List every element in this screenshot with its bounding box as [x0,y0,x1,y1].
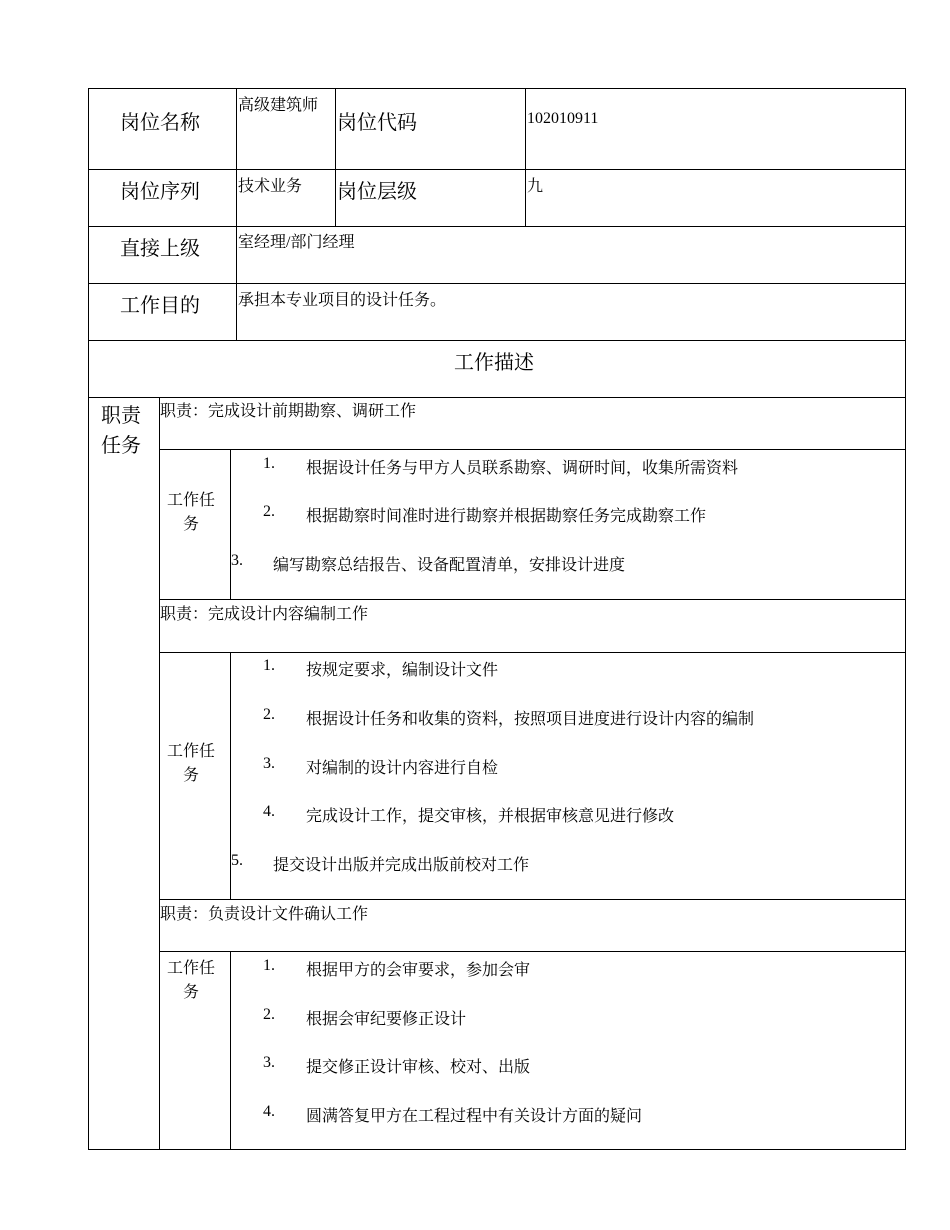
task-number: 2. [263,503,275,520]
purpose-value: 承担本专业项目的设计任务。 [238,292,447,309]
task-number: 3. [263,755,275,772]
row-divider [159,599,906,600]
superior-value: 室经理/部门经理 [238,234,355,251]
task-number: 2. [263,706,275,723]
post-series-label: 岗位序列 [120,181,200,203]
task-label: 工作任务 [166,960,215,1001]
duty-title: 职责：完成设计前期勘察、调研工作 [160,403,417,420]
task-item: 根据勘察时间准时进行勘察并根据勘察任务完成勘察工作 [306,508,707,525]
column-divider [335,88,336,226]
task-item: 根据甲方的会审要求，参加会审 [306,962,531,979]
task-item: 编写勘察总结报告、设备配置清单，安排设计进度 [273,557,626,574]
column-divider [230,951,231,1150]
task-number: 1. [263,455,275,472]
post-code-value: 102010911 [527,110,599,127]
task-number: 2. [263,1006,275,1023]
row-divider [159,951,906,952]
task-number: 3. [231,552,243,569]
post-name-label: 岗位名称 [120,112,200,134]
row-divider [88,397,906,398]
description-title: 工作描述 [454,352,534,374]
task-item: 对编制的设计内容进行自检 [306,760,499,777]
task-item: 完成设计工作，提交审核，并根据审核意见进行修改 [306,808,675,825]
task-label: 工作任务 [166,743,215,784]
duty-title: 职责：完成设计内容编制工作 [160,606,369,623]
post-level-label: 岗位层级 [337,181,417,203]
task-item: 根据设计任务与甲方人员联系勘察、调研时间，收集所需资料 [306,460,739,477]
task-number: 1. [263,957,275,974]
duty-title: 职责：负责设计文件确认工作 [160,906,369,923]
task-number: 4. [263,1103,275,1120]
column-divider [525,88,526,226]
task-item: 按规定要求，编制设计文件 [306,662,499,679]
row-divider [159,899,906,900]
task-number: 4. [263,803,275,820]
superior-label: 直接上级 [120,238,200,260]
column-divider [230,449,231,599]
row-divider [88,283,906,284]
task-item: 根据设计任务和收集的资料，按照项目进度进行设计内容的编制 [306,711,755,728]
row-divider [159,449,906,450]
row-divider [88,226,906,227]
post-code-label: 岗位代码 [337,112,417,134]
task-item: 圆满答复甲方在工程过程中有关设计方面的疑问 [306,1108,643,1125]
column-divider [236,88,237,340]
row-divider [159,652,906,653]
duties-label: 职责任务 [101,405,141,457]
task-number: 5. [231,852,243,869]
row-divider [88,169,906,170]
post-level-value: 九 [527,178,544,195]
task-item: 提交设计出版并完成出版前校对工作 [273,857,530,874]
task-number: 3. [263,1054,275,1071]
post-series-value: 技术业务 [238,178,303,195]
task-item: 提交修正设计审核、校对、出版 [306,1059,531,1076]
column-divider [159,397,160,1150]
row-divider [88,340,906,341]
purpose-label: 工作目的 [120,295,200,317]
task-label: 工作任务 [166,492,215,533]
post-name-value: 高级建筑师 [238,97,319,114]
task-number: 1. [263,657,275,674]
task-item: 根据会审纪要修正设计 [306,1011,467,1028]
